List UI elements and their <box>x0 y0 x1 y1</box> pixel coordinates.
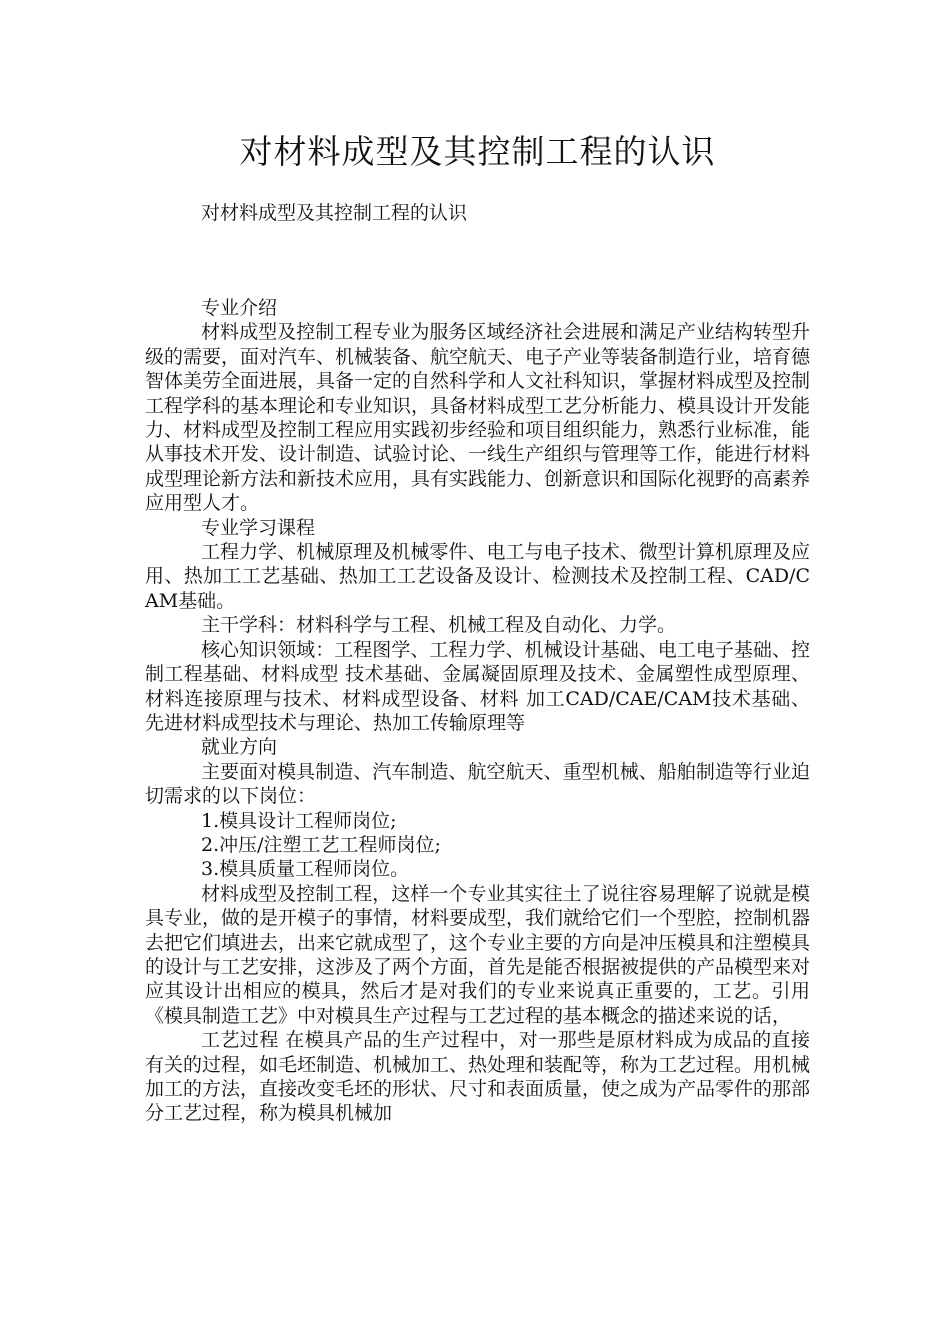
paragraph-core-knowledge: 核心知识领域：工程图学、工程力学、机械设计基础、电工电子基础、控制工程基础、材料成型 技术基础、金属凝固原理及技术、金属塑性成型原理、材料连接原理与技术、材料成型设备、材料 加工CAD/CAE/CAM技术基础、先进材料成型技术与理论、热加工传输原理等 <box>145 638 810 734</box>
document-title: 对材料成型及其控制工程的认识 <box>239 132 716 171</box>
heading-courses: 专业学习课程 <box>201 516 316 539</box>
document-body <box>145 296 810 1126</box>
paragraph-major-intro: 材料成型及控制工程专业为服务区域经济社会进展和满足产业结构转型升级的需要，面对汽车、机械装备、航空航天、电子产业等装备制造行业，培育德智体美劳全面进展，具备一定的自然科学和人文社科知识，掌握材料成型及控制工程学科的基本理论和专业知识，具备材料成型工艺分析能力、模具设计开发能力、材料成型及控制工程应用实践初步经验和项目组织能力，熟悉行业标准，能从事技术开发、设计制造、试验讨论、一线生产组织与管理等工作，能进行材料成型理论新方法和新技术应用，具有实践能力、创新意识和国际化视野的高素养应用型人才。 <box>145 321 811 515</box>
paragraph-main-disciplines: 主干学科：材料科学与工程、机械工程及自动化、力学。 <box>201 614 677 637</box>
list-item: 2.冲压/注塑工艺工程师岗位; <box>201 833 441 856</box>
heading-major-intro: 专业介绍 <box>201 297 278 319</box>
list-item: 3.模具质量工程师岗位。 <box>201 858 410 881</box>
document-page <box>145 0 810 1126</box>
paragraph-courses: 工程力学、机械原理及机械零件、电工与电子技术、微型计算机原理及应用、热加工工艺基础、热加工工艺设备及设计、检测技术及控制工程、CAD/CAM基础。 <box>145 541 810 612</box>
paragraph-employment: 主要面对模具制造、汽车制造、航空航天、重型机械、船舶制造等行业迫切需求的以下岗位： <box>145 760 810 808</box>
document-subtitle: 对材料成型及其控制工程的认识 <box>201 202 468 224</box>
paragraph-explanation: 材料成型及控制工程，这样一个专业其实往土了说往容易理解了说就是模具专业，做的是开模子的事情，材料要成型，我们就给它们一个型腔，控制机器去把它们填进去，出来它就成型了，这个专业主要的方向是冲压模具和注塑模具的设计与工艺安排，这涉及了两个方面，首先是能否根据被提供的产品模型来对应其设计出相应的模具，然后才是对我们的专业来说真正重要的，工艺。引用《模具制造工艺》中对模具生产过程与工艺过程的基本概念的描述来说的话， <box>145 882 811 1027</box>
paragraph-process-definition: 工艺过程 在模具产品的生产过程中，对一那些是原材料成为成品的直接有关的过程，如毛坯制造、机械加工、热处理和装配等，称为工艺过程。用机械加工的方法，直接改变毛坯的形状、尺寸和表面质量，使之成为产品零件的那部分工艺过程，称为模具机械加 <box>145 1029 811 1125</box>
list-item: 1.模具设计工程师岗位; <box>201 809 397 832</box>
heading-employment: 就业方向 <box>201 736 278 759</box>
